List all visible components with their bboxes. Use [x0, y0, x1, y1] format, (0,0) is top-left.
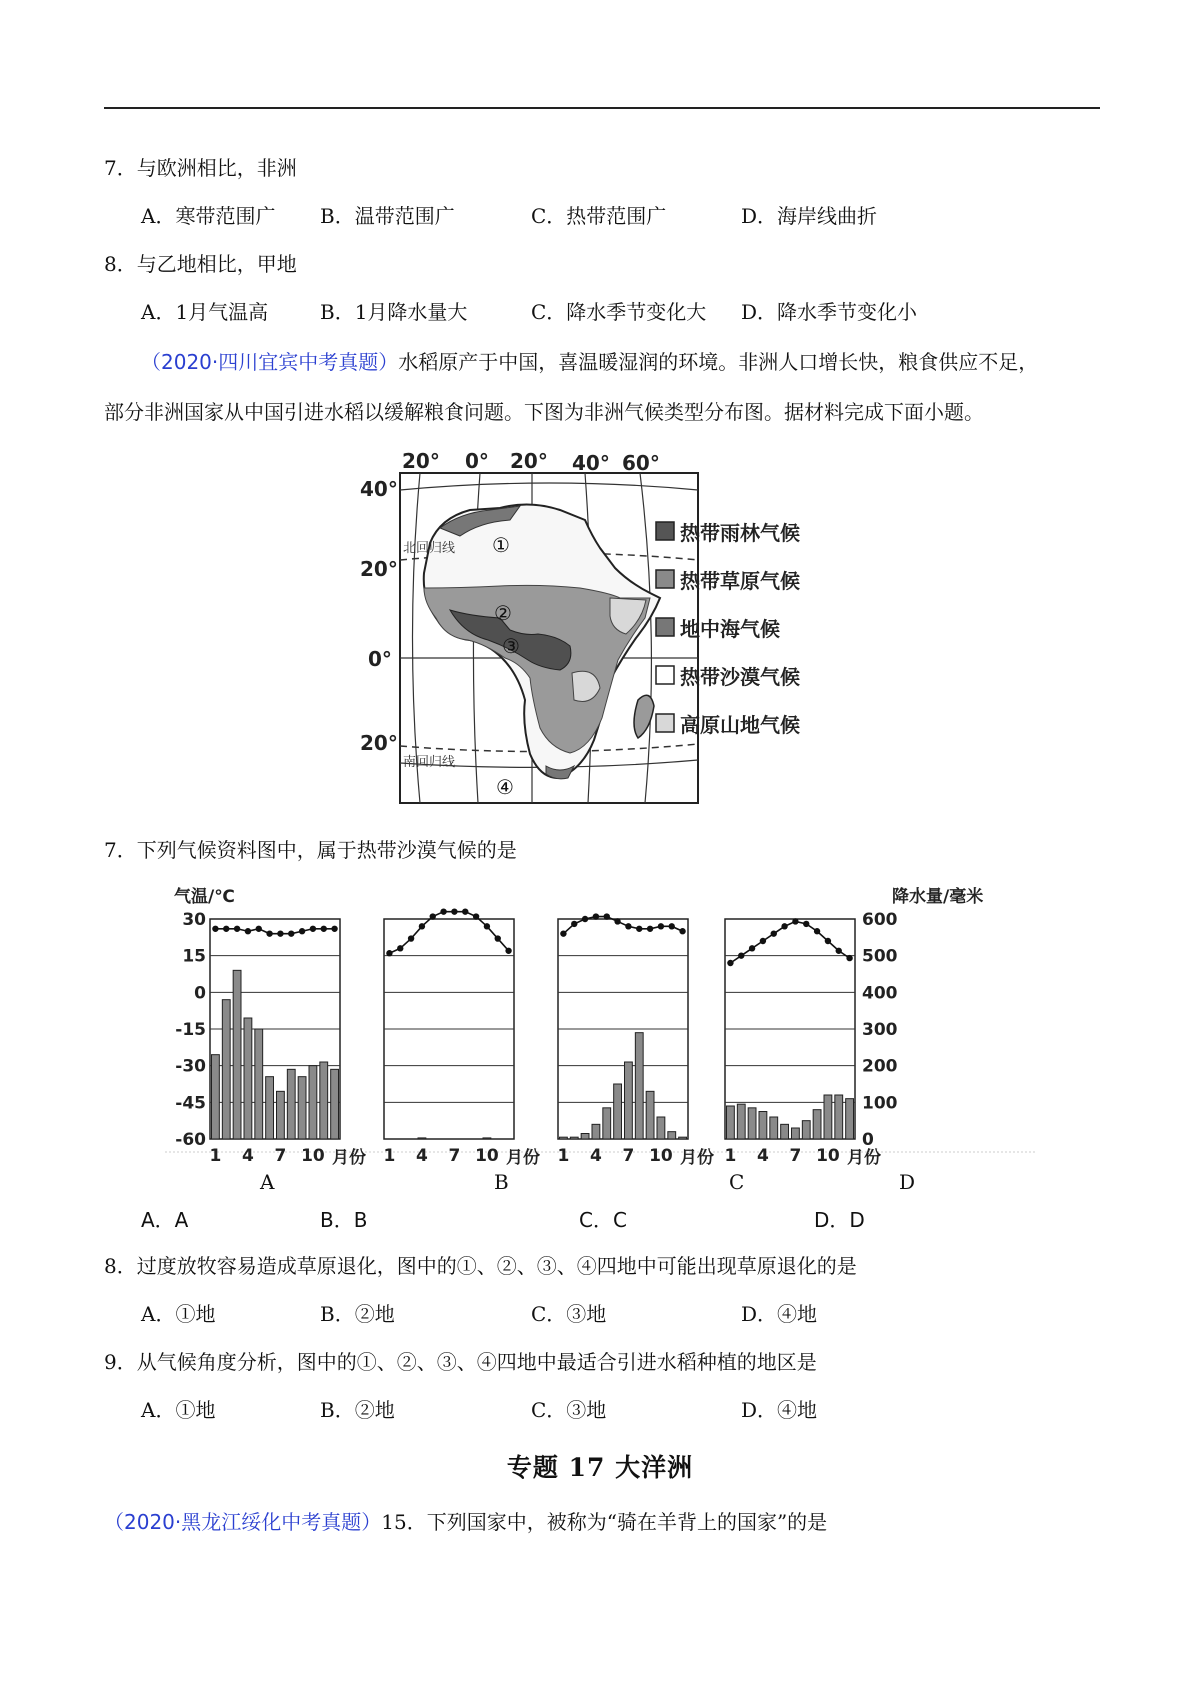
precip-tick-3: 400 [862, 983, 898, 1004]
legend-label-2: 热带草原气候 [680, 569, 800, 593]
temp-point-d-11 [836, 948, 842, 954]
q8-option-a[interactable]: A．1月气温高 [141, 300, 269, 324]
temp-point-b-2 [397, 945, 403, 951]
map-lat-label-2: 20° [360, 557, 398, 581]
temp-point-c-3 [582, 916, 588, 922]
precip-bar-d-12 [846, 1099, 854, 1139]
temp-point-a-7 [277, 930, 283, 936]
panel-label-a: A [260, 1170, 275, 1194]
precip-tick-2: 500 [862, 946, 898, 967]
q9-option-a[interactable]: A．①地 [141, 1398, 216, 1422]
panel-label-c: C [729, 1170, 745, 1194]
temp-point-c-10 [658, 923, 664, 929]
x-tick-c-2: 4 [589, 1146, 602, 1166]
temp-tick-7: -60 [175, 1130, 206, 1150]
panel-label-d: D [899, 1170, 916, 1194]
precip-bar-c-11 [668, 1132, 676, 1139]
q7b-option-d[interactable]: D．D [814, 1208, 865, 1232]
x-tick-a-4: 10 [301, 1146, 325, 1166]
map-lat-label-4: 20° [360, 731, 398, 755]
precip-bar-a-1 [212, 1055, 220, 1139]
precip-tick-6: 100 [862, 1093, 898, 1114]
material-text-2: 部分非洲国家从中国引进水稻以缓解粮食问题。下图为非洲气候类型分布图。据材料完成下面小题。 [104, 400, 984, 424]
temp-point-b-6 [440, 908, 446, 914]
precip-bar-c-9 [646, 1091, 654, 1139]
precip-bar-a-4 [244, 1018, 252, 1139]
precip-bar-c-3 [581, 1134, 589, 1140]
panel-label-b: B [494, 1170, 509, 1194]
temp-point-a-3 [234, 926, 240, 932]
x-tick-c-4: 10 [649, 1146, 673, 1166]
x-tick-d-3: 7 [789, 1146, 802, 1166]
precip-bar-d-5 [770, 1117, 778, 1139]
question-9-stem: 9．从气候角度分析，图中的①、②、③、④四地中最适合引进水稻种植的地区是 [104, 1350, 817, 1374]
temp-point-d-4 [760, 938, 766, 944]
precip-bar-d-11 [835, 1095, 843, 1139]
precip-axis-title: 降水量/毫米 [892, 887, 984, 907]
precip-bar-d-7 [792, 1128, 800, 1139]
q9-option-d[interactable]: D．④地 [741, 1398, 818, 1422]
temp-point-b-10 [484, 923, 490, 929]
temp-point-a-11 [321, 926, 327, 932]
q15-stem: 15．下列国家中，被称为“骑在羊背上的国家”的是 [381, 1510, 828, 1534]
temp-point-a-5 [256, 926, 262, 932]
temp-point-b-1 [386, 950, 392, 956]
temp-point-c-2 [571, 921, 577, 927]
map-lat-label-1: 40° [360, 477, 398, 501]
temp-point-d-5 [771, 930, 777, 936]
temp-point-c-12 [679, 928, 685, 934]
temp-point-c-11 [669, 923, 675, 929]
temp-point-d-7 [792, 918, 798, 924]
legend-label-4: 热带沙漠气候 [680, 665, 800, 689]
temp-point-c-4 [593, 913, 599, 919]
temp-point-a-8 [288, 930, 294, 936]
month-axis-label-d: 月份 [847, 1148, 881, 1168]
temp-point-b-7 [451, 908, 457, 914]
material-text-1: 水稻原产于中国，喜温暖湿润的环境。非洲人口增长快，粮食供应不足， [398, 350, 1039, 374]
temp-axis-title: 气温/℃ [174, 887, 235, 907]
precip-bar-c-6 [614, 1084, 622, 1139]
month-axis-label-a: 月份 [332, 1148, 366, 1168]
x-tick-a-2: 4 [241, 1146, 254, 1166]
precip-bar-c-10 [657, 1117, 665, 1139]
legend-swatch-4 [656, 666, 674, 684]
precip-bar-a-5 [255, 1029, 263, 1139]
site-4-marker: ④ [496, 775, 514, 799]
precip-bar-d-1 [727, 1106, 735, 1139]
q7-option-b[interactable]: B．温带范围广 [320, 204, 455, 228]
precip-bar-c-5 [603, 1108, 611, 1139]
temp-point-d-8 [803, 921, 809, 927]
x-tick-a-1: 1 [209, 1146, 222, 1166]
precip-bar-c-4 [592, 1124, 600, 1139]
q8-option-b[interactable]: B．1月降水量大 [320, 300, 468, 324]
temp-point-d-1 [727, 960, 733, 966]
q7-option-d[interactable]: D．海岸线曲折 [741, 204, 878, 228]
x-tick-d-1: 1 [724, 1146, 737, 1166]
temp-point-c-6 [614, 918, 620, 924]
header-rule [104, 107, 1100, 109]
precip-bar-a-8 [287, 1069, 295, 1139]
legend-swatch-3 [656, 618, 674, 636]
precip-bar-a-7 [277, 1091, 285, 1139]
q7b-option-a[interactable]: A．A [141, 1208, 189, 1232]
q8-option-d[interactable]: D．降水季节变化小 [741, 300, 918, 324]
precip-tick-1: 600 [862, 910, 898, 930]
precip-bar-d-4 [759, 1112, 767, 1140]
map-lon-label-4: 40° [572, 451, 610, 475]
precip-bar-a-12 [331, 1069, 339, 1139]
q7-option-c[interactable]: C．热带范围广 [531, 204, 667, 228]
q8-option-c[interactable]: C．降水季节变化大 [531, 300, 707, 324]
map-lon-label-3: 20° [510, 449, 548, 473]
legend-label-3: 地中海气候 [680, 617, 780, 641]
climate-charts [160, 878, 1040, 1168]
temp-point-a-9 [299, 928, 305, 934]
legend-label-1: 热带雨林气候 [680, 521, 800, 545]
precip-bar-d-6 [781, 1124, 789, 1139]
temp-tick-3: 0 [194, 983, 206, 1004]
q7b-option-b[interactable]: B．B [320, 1208, 368, 1232]
precip-bar-c-2 [570, 1137, 578, 1139]
precip-bar-a-9 [298, 1077, 306, 1139]
precip-bar-c-8 [635, 1033, 643, 1139]
q9-option-b[interactable]: B．②地 [320, 1398, 395, 1422]
month-axis-label-b: 月份 [506, 1148, 540, 1168]
q8b-option-c[interactable]: C．③地 [531, 1302, 607, 1326]
temp-point-b-5 [430, 913, 436, 919]
legend-label-5: 高原山地气候 [680, 713, 800, 737]
x-tick-b-2: 4 [415, 1146, 428, 1166]
precip-bar-d-8 [802, 1121, 810, 1139]
site-2-marker: ② [494, 601, 512, 625]
map-lon-label-1: 20° [402, 449, 440, 473]
x-tick-c-1: 1 [557, 1146, 570, 1166]
temp-point-a-12 [331, 926, 337, 932]
question-7-stem: 7．与欧洲相比，非洲 [104, 156, 297, 180]
precip-bar-a-6 [266, 1077, 274, 1139]
temp-point-a-1 [212, 926, 218, 932]
section-title: 专题 17 大洋洲 [506, 1453, 694, 1482]
map-lat-label-3: 0° [368, 647, 392, 671]
temp-point-a-6 [266, 930, 272, 936]
x-tick-c-3: 7 [622, 1146, 635, 1166]
temp-point-a-10 [310, 926, 316, 932]
temp-point-b-8 [462, 908, 468, 914]
tropic-south-label: 南回归线 [403, 755, 456, 770]
q15-source: （2020·黑龙江绥化中考真题） [104, 1510, 382, 1534]
x-tick-a-3: 7 [274, 1146, 287, 1166]
precip-tick-5: 200 [862, 1056, 898, 1077]
temp-point-b-4 [419, 923, 425, 929]
temp-point-c-1 [560, 930, 566, 936]
x-tick-b-3: 7 [448, 1146, 461, 1166]
precip-bar-d-10 [824, 1095, 832, 1139]
x-tick-d-2: 4 [756, 1146, 769, 1166]
q8b-option-a[interactable]: A．①地 [141, 1302, 216, 1326]
site-1-marker: ① [492, 533, 510, 557]
question-8-stem: 8．与乙地相比，甲地 [104, 252, 297, 276]
temp-tick-6: -45 [175, 1093, 206, 1114]
question-15 [104, 1508, 827, 1536]
q8b-option-b[interactable]: B．②地 [320, 1302, 395, 1326]
temp-point-d-2 [738, 952, 744, 958]
precip-bar-a-10 [309, 1066, 317, 1139]
q7b-option-c[interactable]: C．C [579, 1208, 627, 1232]
temp-point-c-7 [625, 923, 631, 929]
precip-bar-c-1 [560, 1137, 568, 1139]
temp-tick-5: -30 [175, 1056, 206, 1077]
temp-point-c-9 [647, 926, 653, 932]
precip-tick-4: 300 [862, 1020, 898, 1040]
temp-point-d-6 [781, 923, 787, 929]
tropic-north-label: 北回归线 [403, 541, 456, 556]
temp-point-d-3 [749, 945, 755, 951]
precip-bar-a-11 [320, 1062, 328, 1139]
temp-point-c-5 [604, 913, 610, 919]
q9-option-c[interactable]: C．③地 [531, 1398, 607, 1422]
temp-point-d-10 [825, 938, 831, 944]
legend-swatch-2 [656, 570, 674, 588]
africa-climate-map [360, 448, 860, 805]
q7-option-a[interactable]: A．寒带范围广 [141, 204, 276, 228]
precip-bar-c-7 [625, 1062, 633, 1139]
precip-tick-7: 0 [862, 1130, 874, 1150]
temp-point-d-9 [814, 928, 820, 934]
month-axis-label-c: 月份 [680, 1148, 714, 1168]
q8b-option-d[interactable]: D．④地 [741, 1302, 818, 1326]
temp-tick-1: 30 [182, 910, 206, 930]
temp-point-d-12 [846, 955, 852, 961]
legend-swatch-1 [656, 522, 674, 540]
temp-point-c-8 [636, 926, 642, 932]
question-7b-stem: 7．下列气候资料图中，属于热带沙漠气候的是 [104, 838, 517, 862]
precip-bar-d-9 [813, 1110, 821, 1139]
precip-bar-b-10 [483, 1138, 491, 1139]
precip-bar-c-12 [679, 1137, 687, 1139]
precip-bar-a-3 [233, 970, 241, 1139]
precip-bar-d-3 [748, 1108, 756, 1139]
x-tick-b-1: 1 [383, 1146, 396, 1166]
temp-point-a-2 [223, 926, 229, 932]
map-lon-label-2: 0° [465, 449, 489, 473]
x-tick-d-4: 10 [816, 1146, 840, 1166]
temp-point-b-12 [505, 948, 511, 954]
legend-swatch-5 [656, 714, 674, 732]
map-lon-label-5: 60° [622, 451, 660, 475]
x-tick-b-4: 10 [475, 1146, 499, 1166]
precip-bar-b-4 [418, 1138, 426, 1139]
precip-bar-d-2 [737, 1104, 745, 1139]
site-3-marker: ③ [502, 634, 520, 658]
temp-point-b-3 [408, 935, 414, 941]
material-paragraph [141, 348, 1038, 376]
temp-point-b-9 [473, 913, 479, 919]
precip-bar-a-2 [222, 1000, 230, 1139]
temp-point-b-11 [495, 935, 501, 941]
material-source: （2020·四川宜宾中考真题） [141, 350, 399, 374]
question-8b-stem: 8．过度放牧容易造成草原退化，图中的①、②、③、④四地中可能出现草原退化的是 [104, 1254, 857, 1278]
temp-point-a-4 [245, 928, 251, 934]
temp-tick-2: 15 [182, 946, 206, 967]
temp-tick-4: -15 [175, 1020, 206, 1040]
